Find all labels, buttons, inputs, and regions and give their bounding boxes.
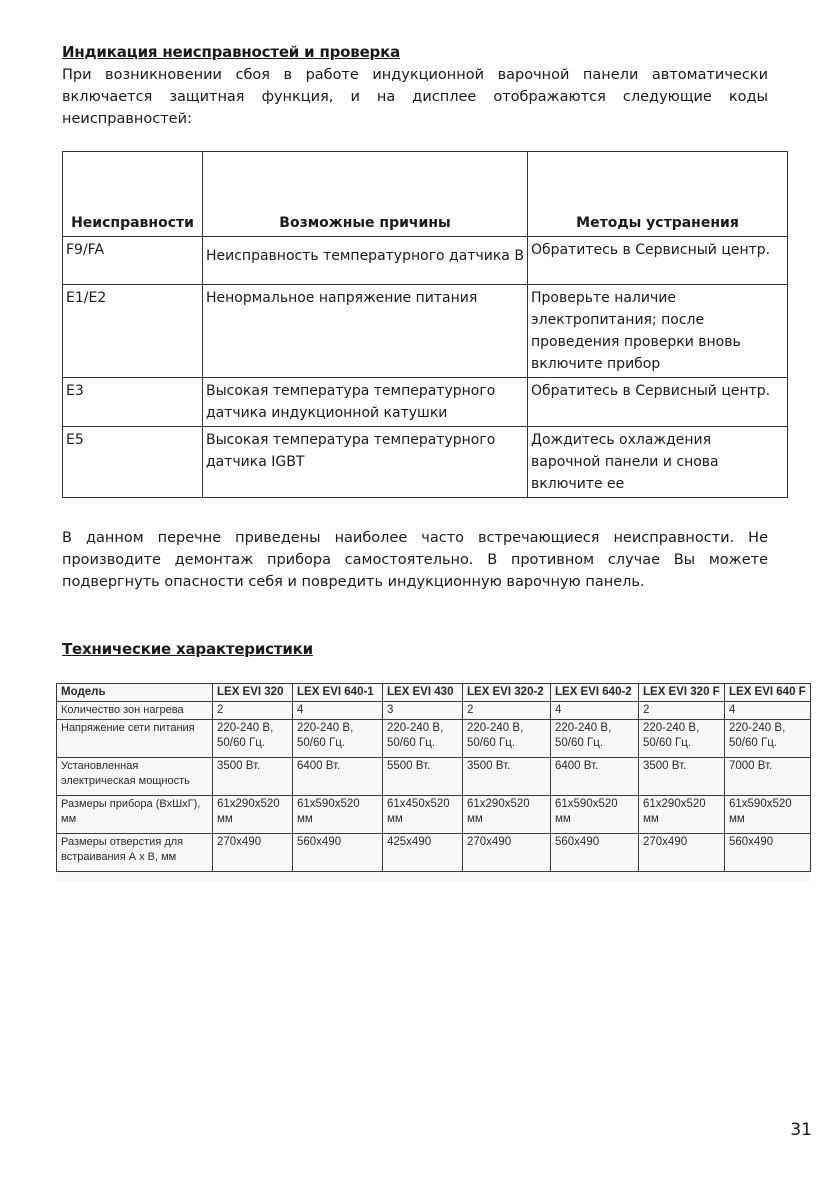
fault-cause: Неисправность температурного датчика В [203,237,528,285]
spec-value: 61х590х520 мм [725,796,811,834]
spec-value: 3500 Вт. [463,758,551,796]
fault-fix: Обратитесь в Сервисный центр. [528,378,788,427]
spec-value: 425х490 [383,834,463,872]
spec-label: Размеры отверстия для встраивания А х В, мм [57,834,213,872]
spec-value: 220-240 В, 50/60 Гц. [639,720,725,758]
spec-value: 220-240 В, 50/60 Гц. [463,720,551,758]
spec-value: 220-240 В, 50/60 Гц. [383,720,463,758]
specs-row [57,834,811,872]
spec-value: 2 [213,702,293,720]
model-name: LEX EVI 640-1 [293,684,383,702]
spec-value: 560х490 [725,834,811,872]
fault-cause: Высокая температура температурного датчика IGBT [203,427,528,498]
spec-label: Установленная электрическая мощность [57,758,213,796]
fault-code: E3 [63,378,203,427]
spec-value: 270х490 [639,834,725,872]
spec-label: Размеры прибора (ВхШхГ), мм [57,796,213,834]
specs-header-row [57,684,811,702]
spec-value: 6400 Вт. [293,758,383,796]
spec-value: 4 [293,702,383,720]
spec-value: 270х490 [213,834,293,872]
spec-value: 3 [383,702,463,720]
model-name: LEX EVI 320-2 [463,684,551,702]
fault-code: E1/E2 [63,285,203,378]
model-name: LEX EVI 320 [213,684,293,702]
spec-value: 61х290х520 мм [213,796,293,834]
spec-value: 61х590х520 мм [293,796,383,834]
spec-value: 560х490 [551,834,639,872]
fault-table-header-row [63,152,788,237]
warning-text: В данном перечне приведены наиболее часто встречающиеся неисправности. Не производите демонтаж прибора самостоятельно. В противном случае Вы можете подвергнуть опасности себя и повредить индукционную варочную панель. [62,530,768,590]
spec-value: 560х490 [293,834,383,872]
fault-row [63,378,788,427]
spec-value: 61х590х520 мм [551,796,639,834]
fault-codes-table [62,151,788,498]
specs-section-title: Технические характеристики [62,640,313,658]
specs-row [57,720,811,758]
header-causes: Возможные причины [203,152,528,237]
model-name: LEX EVI 430 [383,684,463,702]
fault-row [63,285,788,378]
spec-value: 220-240 В, 50/60 Гц. [213,720,293,758]
fault-code: F9/FA [63,237,203,285]
spec-value: 220-240 В, 50/60 Гц. [551,720,639,758]
specs-header-label: Модель [57,684,213,702]
fault-cause: Высокая температура температурного датчика индукционной катушки [203,378,528,427]
header-faults: Неисправности [63,152,203,237]
spec-value: 5500 Вт. [383,758,463,796]
specs-row [57,702,811,720]
specs-row [57,758,811,796]
spec-value: 270х490 [463,834,551,872]
page-number: 31 [790,1120,812,1140]
model-name: LEX EVI 320 F [639,684,725,702]
spec-value: 4 [725,702,811,720]
spec-label: Напряжение сети питания [57,720,213,758]
spec-value: 7000 Вт. [725,758,811,796]
spec-value: 220-240 В, 50/60 Гц. [293,720,383,758]
spec-value: 61х290х520 мм [463,796,551,834]
fault-code: E5 [63,427,203,498]
fault-fix: Проверьте наличие электропитания; после проведения проверки вновь включите прибор [528,285,788,378]
model-name: LEX EVI 640 F [725,684,811,702]
spec-value: 3500 Вт. [639,758,725,796]
specs-table-scan [56,683,810,881]
fault-intro-text: При возникновении сбоя в работе индукционной варочной панели автоматически включается защитная функция, и на дисплее отображаются следующие коды неисправностей: [62,67,768,127]
spec-value: 61х450х520 мм [383,796,463,834]
specs-table [56,683,811,872]
header-fixes: Методы устранения [528,152,788,237]
spec-value: 220-240 В, 50/60 Гц. [725,720,811,758]
spec-value: 3500 Вт. [213,758,293,796]
spec-label: Количество зон нагрева [57,702,213,720]
fault-section-title: Индикация неисправностей и проверка [62,43,400,61]
spec-value: 2 [639,702,725,720]
model-name: LEX EVI 640-2 [551,684,639,702]
fault-fix: Обратитесь в Сервисный центр. [528,237,788,285]
spec-value: 6400 Вт. [551,758,639,796]
spec-value: 2 [463,702,551,720]
fault-row [63,237,788,285]
fault-fix: Дождитесь охлаждения варочной панели и снова включите ее [528,427,788,498]
spec-value: 61х290х520 мм [639,796,725,834]
fault-row [63,427,788,498]
spec-value: 4 [551,702,639,720]
fault-cause: Ненормальное напряжение питания [203,285,528,378]
specs-row [57,796,811,834]
